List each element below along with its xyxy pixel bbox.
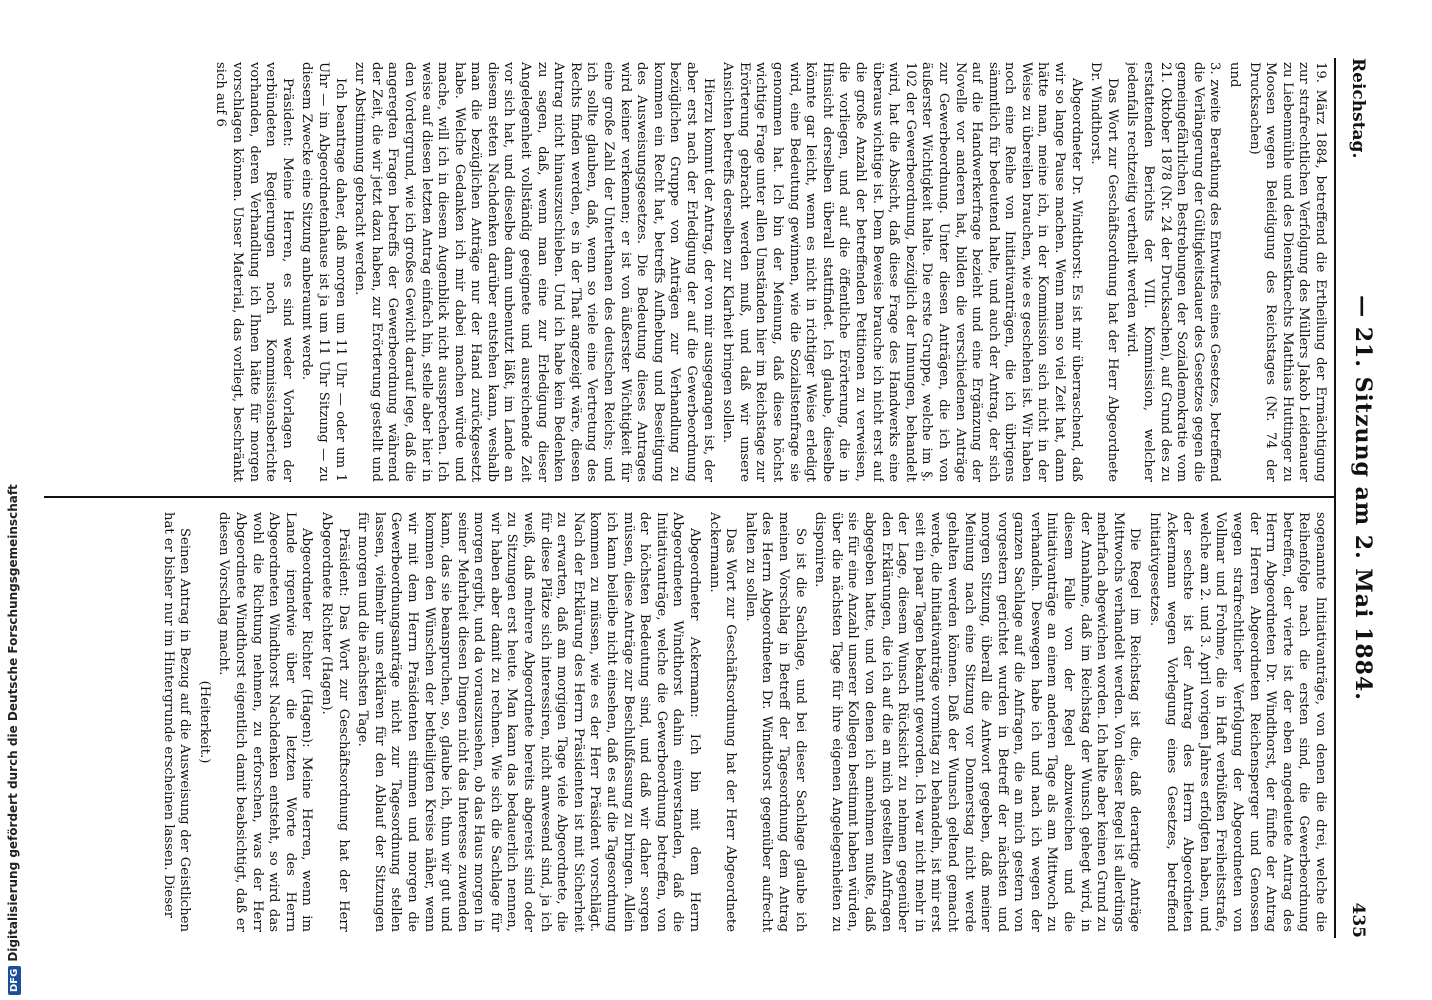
- page-header: [1332, 58, 1376, 938]
- dfg-credit-text: Digitalisierung gefördert durch die Deutsche Forschungsgemeinschaft: [6, 484, 20, 962]
- dfg-logo: DFG: [8, 966, 21, 995]
- text-column-left: [58, 62, 1328, 482]
- text-column-right: [58, 512, 1328, 932]
- paragraph: Das Wort zur Geschäftsordnung hat der Herr Abgeordnete Dr. Windthorst.: [1088, 62, 1120, 482]
- paragraph: Das Wort zur Geschäftsordnung hat der Herr Abgeordnete Ackermann.: [706, 512, 739, 932]
- paragraph: Präsident: Meine Herren, es sind weder Vorlagen der verbündeten Regierungen noch Kommissionsberichte vorhanden, deren Verhandlung ich Ihnen hätte für morgen vorschlagen können. Unser Material, das vorliegt, beschränkt sich auf 6: [213, 62, 295, 482]
- column-divider: [44, 496, 1334, 498]
- paragraph: und: [1227, 62, 1243, 88]
- paragraph: Seinen Antrag in Bezug auf die Ausweisung der Geistlichen hat er bisher nur im Hintergrunde erscheinen lassen. Dieser: [160, 512, 193, 932]
- paragraph: Hierzu kommt der Antrag, der von mir ausgegangen ist, der aber erst nach der Erledigung der auf die Gewerbeordnung bezüglichen Gruppe von Anträgen zur Verhandlung zu kommen ein Recht hat, betreffs Aufhebung und Beseitigung des Ausweisungsgesetzes. Die Bedeutung dieses Antrages wird keiner verkennen; er ist von äußerster Wichtigkeit für eine große Zahl der Unterthanen des deutschen Reichs; und ich sollte glauben, daß, wenn so viele eine Vertretung des Rechts finden werden, es in der That angezeigt wäre, diesen Antrag nicht hinauszuschieben. Und ich habe kein Bedenken zu sagen, daß, wenn man eine zur Erledigung dieser Angelegenheit vollständig geeignete und ausreichende Zeit vor sich hat, und dieselbe dann unbenutzt läßt, im Lande an diesem steten Nachdenken darüber entstehen kann, weshalb man die bezüglichen Anträge nur der Hand zurückgesetzt habe. Welche Gedanken ich mir dabei machen würde und mache, will ich in diesem Augenblick nicht aussprechen. Ich weise auf diesen letzten Antrag einfach hin, stelle aber hier in den Vordergrund, wie ich großes Gewicht darauf lege, daß die angeregten Fragen betreffs der Gewerbeordnung während der Zeit, die wir jetzt dazu haben, zur Erörterung gestellt und zur Abstimmung gebracht werden.: [352, 62, 716, 482]
- paragraph: Abgeordneter Ackermann: Ich bin mit dem Herrn Abgeordneten Windthorst dahin einverstanden, daß die Initiativanträge, welche die Gewerbeordnung betreffen, von der höchsten Bedeutung sind, und daß wir daher sorgen müssen, diese Anträge zur Beschlußfassung zu bringen. Allein ich kann beileibe nicht einsehen, daß es auf die Tagesordnung kommen zu müssen, wie es der Herr Präsident vorschlägt. Nach der Erklärung des Herrn Präsidenten ist mit Sicherheit zu erwarten, daß am morgigen Tage viele Abgeordnete, die für diese Plätze sich interessiren, nicht anwesend sind, ja ich weiß, daß mehrere Abgeordnete bereits abgereist sind oder zu Sitzungen erst heute. Man kann das bedauerlich nennen, wir haben aber damit zu rechnen. Wie sich die Sachlage für morgen ergibt, und da vorauszusehen, ob das Haus morgen in seiner Mehrheit diesen Dingen nicht das Interesse zuwenden kann, das sie beanspruchen, so, glaube ich, thun wir gut und kommen den Wünschen der betheiligten Kreise näher, wenn wir mit dem Herrn Präsidenten stimmen und morgen die Gewerbeordnungsanträge nicht zur Tagesordnung stellen lassen, vielmehr uns erklären für den Ablauf der Sitzungen für morgen und die nächsten Tage.: [355, 512, 703, 932]
- paragraph: sogenannte Initiativanträge, von denen die drei, welche die Reihenfolge nach die ersten sind, die Gewerbeordnung betreffen, der vierte ist der eben angedeutete Antrag des Herrn Abgeordneten Dr. Windthorst, der fünfte der Antrag der Herren Abgeordneten Reichensperger und Genossen wegen strafrechtlicher Verfolgung der Abgeordneten von Vollmar und Frohme, die in Haft verbüßten Freiheitsstrafe, welche am 2. und 3. April vorigen Jahres erfolgten haben, und der sechste ist der Antrag des Herrn Abgeordneten Ackermann wegen Vorlegung eines Gesetzes, betreffend Initiativgesetzes.: [1147, 512, 1328, 932]
- paragraph: Präsident: Das Wort zur Geschäftsordnung hat der Herr Abgeordnete Richter (Hagen).: [318, 512, 351, 932]
- header-title: — 21. Sitzung am 2. Mai 1884.: [1350, 295, 1376, 701]
- paragraph: (Heiterkeit.): [196, 680, 212, 764]
- header-rule: [1334, 58, 1336, 938]
- paragraph: Abgeordneter Dr. Windthorst: Es ist mir überraschend, daß wir so lange Pause machen. Wenn man so viel Zeit hat, dann hätte man, meine ich, in der Kommission sich nicht in der Weise zu übereilen brauchen, wie es geschehen ist. Wir haben noch eine Reihe von Initiativanträgen, die ich übrigens sämmtlich für bedeutend halte, und auch der Antrag, der sich auf die Handwerkerfrage bezieht und eine Ergänzung der Novelle vor anderen hat, bilden die verschiedenen Anträge zur Gewerbeordnung. Unter diesen Anträgen, die ich von äußerster Wichtigkeit halte. Die erste Gruppe, welche im §. 102 der Gewerbeordnung, bezüglich der Innungen, behandelt wird, hat die Absicht, daß diese Frage des Handwerks eine überaus wichtige ist. Dem Beweise brauche ich nicht erst auf die große Anzahl der betreffenden Petitionen zu verweisen, die vorliegen, und auf die öffentliche Erörterung, die in Hinsicht derselben überall stattfindet. Ich glaube, dieselbe könnte gar leicht, wenn es nicht in richtiger Weise erledigt wird, eine Bedeutung gewinnen, wie die Sozialistenfrage sie genommen hat. Ich bin der Meinung, daß diese höchst wichtige Frage unter allen Umständen hier im Reichstage zur Erörterung gebracht werden muß, und daß wir unsere Ansichten betreffs derselben zur Klarheit bringen sollen.: [720, 62, 1084, 482]
- paragraph: So ist die Sachlage, und bei dieser Sachlage glaube ich meinen Vorschlag in Betreff der Tagesordnung dem Antrag des Herrn Abgeordneten Dr. Windthorst gegenüber aufrecht halten zu sollen.: [742, 512, 808, 932]
- paragraph: 3. zweite Berathung des Entwurfes eines Gesetzes, betreffend die Verlängerung der Gültigkeitsdauer des Gesetzes gegen die gemeingefährlichen Bestrebungen der Sozialdemokratie vom 21. Oktober 1878 (Nr. 24 der Drucksachen), auf Grund des zu erstattenden Berichts der VIII. Kommission, welcher jedenfalls rechtzeitig vertheilt werden wird.: [1124, 62, 1223, 482]
- paragraph: Die Regel im Reichstag ist die, daß derartige Anträge Mittwochs verhandelt werden. Von dieser Regel ist allerdings mehrfach abgewichen worden. Ich halte aber keinen Grund zu der Annahme, daß im Reichstag der Wunsch gehegt wird, in diesem Falle von der Regel abzuweichen und die Initiativanträge an einem anderen Tage als am Mittwoch zu verhandeln. Deswegen habe ich und nach ich wegen der ganzen Sachlage auf die Anfragen, die an mich gestern von vorgestern gerichtet wurden in Betreff der nächsten und morgen Sitzung, überall die Antwort gegeben, daß meiner Meinung nach eine Sitzung vor Donnerstag nicht werde gehalten werden können. Daß der Wunsch geltend gemacht werde, die Initiativanträge vormitag zu behandeln, ist mir erst seit ein paar Tagen bekannt geworden. Ich war nicht mehr in der Lage, diesem Wunsch Rücksicht zu nehmen gegenüber den Erklärungen, die ich auf die an mich gestellten Anfragen abgegeben hatte, und von denen ich annehmen mußte, daß sie für eine Anzahl unserer Kollegen bestimmt haben würden, über die nächsten Tage für ihre eigenen Angelegenheiten zu disponiren.: [812, 512, 1143, 932]
- header-left: Reichstag.: [1348, 58, 1368, 159]
- dfg-credit: [6, 0, 26, 995]
- paragraph: 19. März 1884, betreffend die Ertheilung der Ermächtigung zur strafrechtlichen Verfolgung des Müllers Jakob Leidenauer zu Liebenmühle und des Dienstknechts Matthias Huttinger zu Moosen wegen Beleidigung des Reichstages (Nr. 74 der Drucksachen): [1246, 62, 1328, 482]
- paragraph: Ich beantrage daher, daß morgen um 11 Uhr — oder um 1 Uhr — im Abgeordnetenhause ist ja um 11 Uhr Sitzung — zu diesem Zwecke eine Sitzung anberaumt werde.: [299, 62, 348, 482]
- paragraph: Abgeordneter Richter (Hagen): Meine Herren, wenn im Lande irgendwie über die letzten Worte des Herrn Abgeordneten Windthorst Nachdenken entsteht, so wird das wohl die Richtung nehmen, zu erforschen, was der Herr Abgeordnete Windthorst eigentlich damit beabsichtigt, daß er diesen Vorschlag macht.: [216, 512, 315, 932]
- page-number: 435: [1348, 902, 1368, 938]
